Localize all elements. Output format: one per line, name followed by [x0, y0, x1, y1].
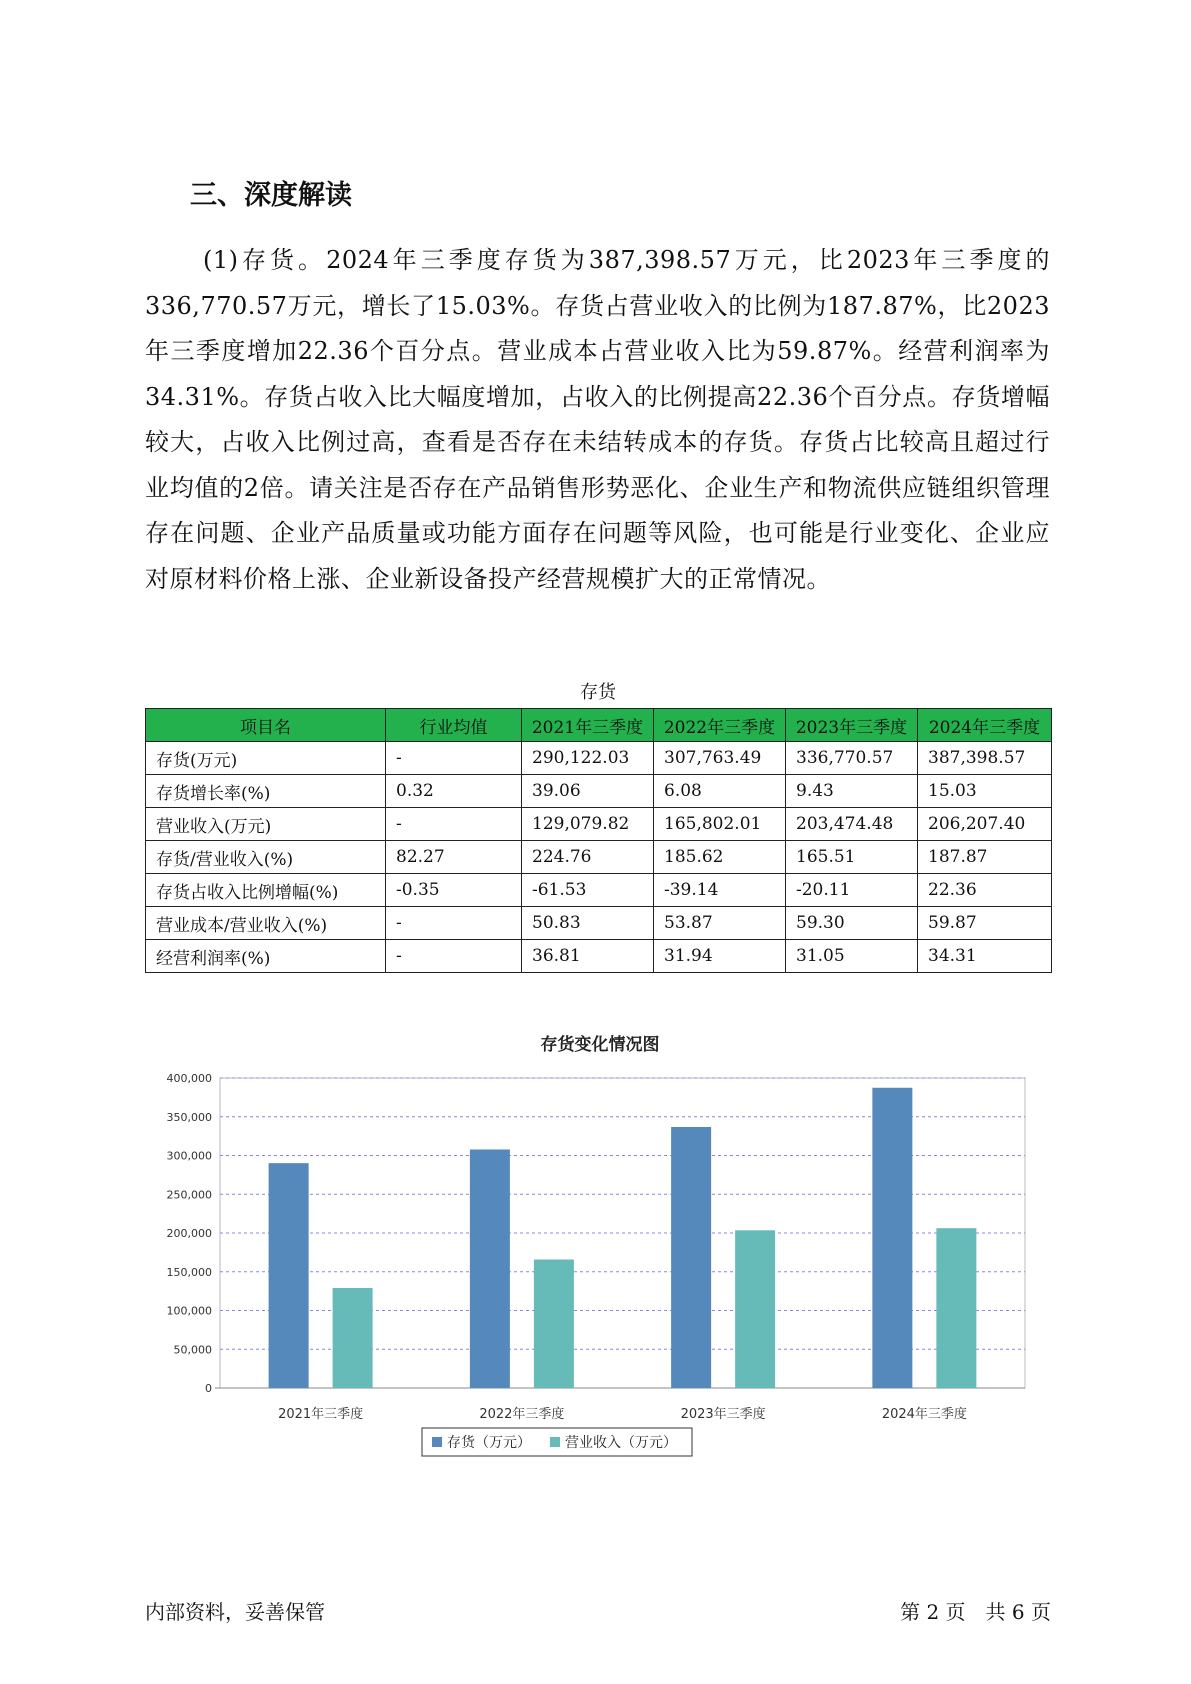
bar	[269, 1163, 309, 1388]
table-cell: 387,398.57	[918, 742, 1052, 775]
analysis-paragraph: (1)存货。2024年三季度存货为387,398.57万元，比2023年三季度的336,770.57万元，增长了15.03%。存货占营业收入的比例为187.87%，比2023年三季度增加22.36个百分点。营业成本占营业收入比为59.87%。经营利润率为34.31%。存货占收入比大幅度增加，占收入的比例提高22.36个百分点。存货增幅较大，占收入比例过高，查看是否存在未结转成本的存货。存货占比较高且超过行业均值的2倍。请关注是否存在产品销售形势恶化、企业生产和物流供应链组织管理存在问题、企业产品质量或功能方面存在问题等风险，也可能是行业变化、企业应对原材料价格上涨、企业新设备投产经营规模扩大的正常情况。	[145, 246, 1050, 593]
table-cell: 336,770.57	[786, 742, 918, 775]
table-header-cell: 行业均值	[386, 709, 522, 742]
section-heading: 三、深度解读	[190, 180, 352, 211]
table-cell: 307,763.49	[654, 742, 786, 775]
table-cell: -0.35	[386, 874, 522, 907]
table-cell: 290,122.03	[522, 742, 654, 775]
table-cell: 9.43	[786, 775, 918, 808]
table-cell: 224.76	[522, 841, 654, 874]
table-row	[146, 874, 1052, 907]
table-cell: -	[386, 742, 522, 775]
table-cell: 存货增长率(%)	[146, 775, 386, 808]
table-cell: 129,079.82	[522, 808, 654, 841]
table-cell: 53.87	[654, 907, 786, 940]
y-tick-label: 300,000	[166, 1149, 212, 1163]
table-cell: 6.08	[654, 775, 786, 808]
table-cell: 营业成本/营业收入(%)	[146, 907, 386, 940]
bar	[671, 1127, 711, 1388]
bar	[735, 1230, 775, 1388]
table-header-cell: 项目名	[146, 709, 386, 742]
table-cell: -39.14	[654, 874, 786, 907]
table-row	[146, 907, 1052, 940]
table-cell: 165.51	[786, 841, 918, 874]
table-cell: 59.30	[786, 907, 918, 940]
inventory-table	[145, 708, 1052, 973]
table-cell: 15.03	[918, 775, 1052, 808]
y-tick-label: 100,000	[166, 1304, 212, 1318]
table-row	[146, 775, 1052, 808]
y-tick-label: 250,000	[166, 1188, 212, 1202]
x-tick-label: 2023年三季度	[680, 1407, 766, 1422]
table-cell: 31.05	[786, 940, 918, 973]
table-cell: 50.83	[522, 907, 654, 940]
table-cell: 203,474.48	[786, 808, 918, 841]
y-tick-label: 400,000	[166, 1072, 212, 1085]
legend-label: 营业收入（万元）	[565, 1435, 677, 1451]
legend-label: 存货（万元）	[447, 1435, 531, 1451]
table-cell: 存货(万元)	[146, 742, 386, 775]
table-cell: 存货/营业收入(%)	[146, 841, 386, 874]
table-row	[146, 808, 1052, 841]
table-cell: -	[386, 940, 522, 973]
table-cell: 165,802.01	[654, 808, 786, 841]
legend-swatch	[432, 1437, 442, 1447]
table-cell: 36.81	[522, 940, 654, 973]
table-row	[146, 742, 1052, 775]
table-cell: 存货占收入比例增幅(%)	[146, 874, 386, 907]
table-cell: 营业收入(万元)	[146, 808, 386, 841]
table-cell: -61.53	[522, 874, 654, 907]
table-cell: 0.32	[386, 775, 522, 808]
footer-page-number: 第 2 页 共 6 页	[900, 1600, 1051, 1624]
bar	[470, 1149, 510, 1388]
table-body	[146, 742, 1052, 973]
table-cell: -	[386, 907, 522, 940]
x-tick-label: 2024年三季度	[881, 1407, 967, 1422]
table-cell: 31.94	[654, 940, 786, 973]
table-cell: 22.36	[918, 874, 1052, 907]
table-cell: -	[386, 808, 522, 841]
table-header-cell: 2021年三季度	[522, 709, 654, 742]
table-header-row	[146, 709, 1052, 742]
table-cell: -20.11	[786, 874, 918, 907]
bar	[872, 1088, 912, 1388]
inventory-bar-chart	[150, 1020, 1050, 1480]
table-row	[146, 841, 1052, 874]
chart-title: 存货变化情况图	[540, 1035, 660, 1055]
bar	[534, 1260, 574, 1388]
y-tick-label: 50,000	[173, 1343, 212, 1357]
x-tick-label: 2021年三季度	[278, 1407, 364, 1422]
table-row	[146, 940, 1052, 973]
table-cell: 34.31	[918, 940, 1052, 973]
x-tick-label: 2022年三季度	[479, 1407, 565, 1422]
y-tick-label: 200,000	[166, 1227, 212, 1240]
footer-confidential: 内部资料，妥善保管	[145, 1600, 325, 1624]
table-cell: 206,207.40	[918, 808, 1052, 841]
table-header-cell: 2022年三季度	[654, 709, 786, 742]
legend-swatch	[550, 1437, 560, 1447]
table-header-cell: 2023年三季度	[786, 709, 918, 742]
table-cell: 59.87	[918, 907, 1052, 940]
table-title: 存货	[580, 682, 616, 703]
bar	[936, 1228, 976, 1388]
table-cell: 39.06	[522, 775, 654, 808]
bar	[333, 1288, 373, 1388]
table-cell: 经营利润率(%)	[146, 940, 386, 973]
table-cell: 187.87	[918, 841, 1052, 874]
table-cell: 185.62	[654, 841, 786, 874]
table-cell: 82.27	[386, 841, 522, 874]
table-header-cell: 2024年三季度	[918, 709, 1052, 742]
y-tick-label: 350,000	[166, 1110, 212, 1124]
y-tick-label: 150,000	[166, 1265, 212, 1279]
y-tick-label: 0	[205, 1382, 212, 1395]
